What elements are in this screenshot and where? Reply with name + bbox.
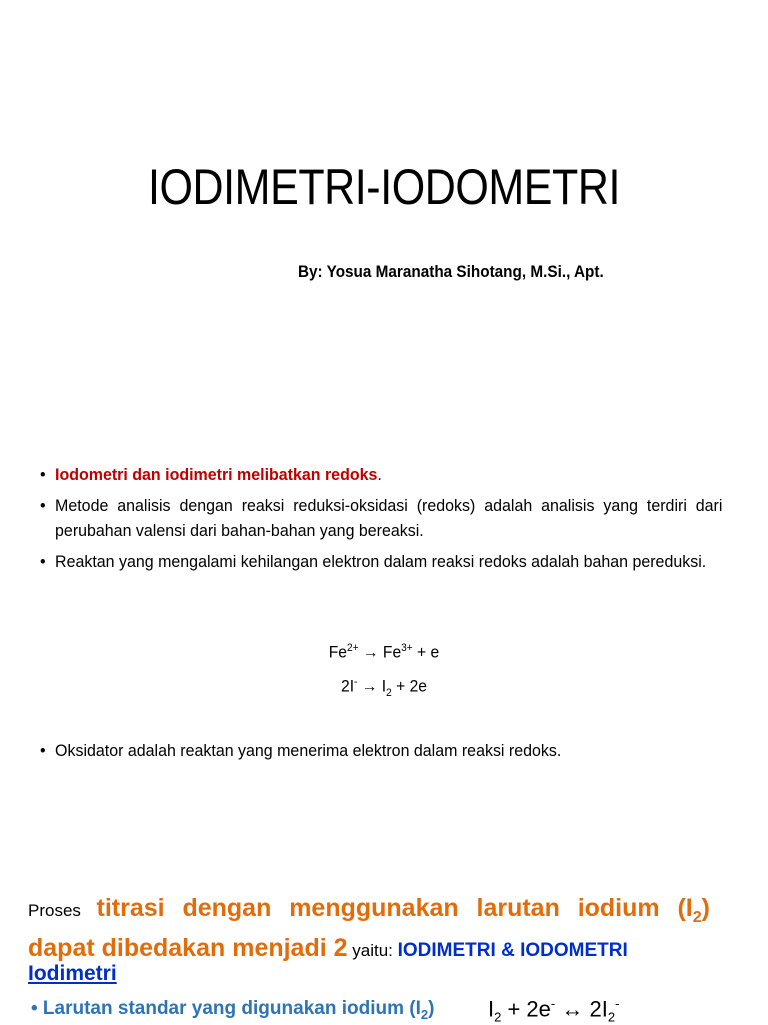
bullet-1-highlight: Iodometri dan iodimetri melibatkan redoks [55, 465, 378, 484]
bullet-4: • Oksidator adalah reaktan yang menerima elektron dalam reaksi redoks. [40, 738, 722, 763]
bullet-1-end: . [377, 465, 382, 484]
proses-paragraph: Proses titrasi dengan menggunakan larutan iodium $(I_2)$ dapat dibedakan menjadi 2 yaitu: IODIMETRI & IODOMETRI [28, 894, 710, 962]
equation-triiodide: $I_2 + 2e^-$ ↔ $2I_2^-$ [488, 996, 620, 1025]
bullet-list-2 [40, 738, 710, 769]
equation-iodide: $2I^- \to I_2 + 2e$ [341, 676, 427, 700]
bullet-list [40, 462, 723, 580]
standard-solution-bullet: • Larutan standar yang digunakan iodium $(I_2)$ [31, 998, 435, 1022]
slide-title: IODIMETRI-IODOMETRI [148, 159, 620, 215]
author-byline: By: Yosua Maranatha Sihotang, M.Si., Apt. [298, 262, 604, 281]
bullet-1 [40, 462, 722, 487]
bullet-2: • Metode analisis dengan reaksi reduksi-oksidasi (redoks) adalah analisis yang terdiri dari perubahan valensi dari bahan-bahan yang bereaksi. [40, 493, 722, 543]
bullet-3: • Reaktan yang mengalami kehilangan elektron dalam reaksi redoks adalah bahan pereduksi. [40, 549, 722, 574]
equation-fe: $Fe^{2+} \to Fe^{3+} + e$ [328, 642, 440, 662]
iodimetri-heading: Iodimetri [28, 962, 117, 985]
